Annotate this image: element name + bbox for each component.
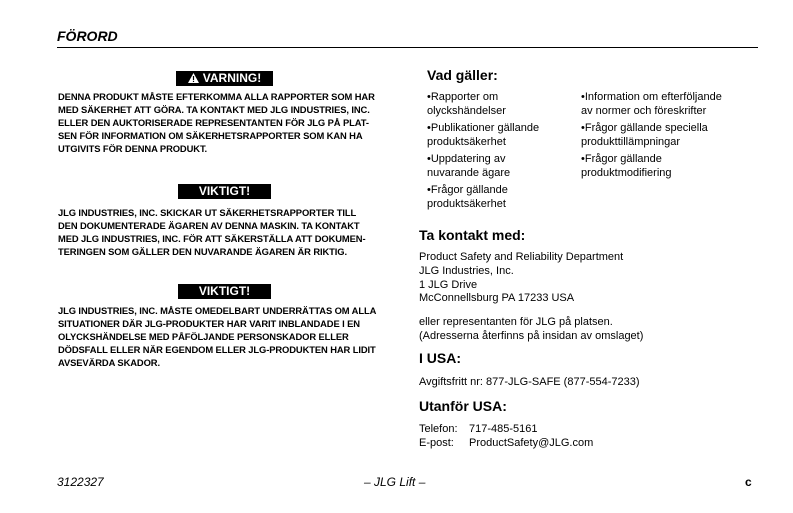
applies-item [581,122,708,150]
outside-email: ProductSafety@JLG.com [469,437,594,449]
applies-item-line: •Uppdatering av [427,153,506,165]
applies-item-line: •Publikationer gällande [427,122,540,134]
note-line: (Adresserna återfinns på insidan av omslaget) [419,329,644,342]
important-line: AVSEVÄRDA SKADOR. [58,357,160,368]
warning-line: MED SÄKERHET ATT GÖRA. TA KONTAKT MED JLG INDUSTRIES, INC. [58,104,370,115]
warning-line: SEN FÖR INFORMATION OM SÄKERHETSRAPPORTER SOM KAN HA [58,130,363,141]
applies-item-line: produktmodifiering [581,166,672,179]
footer-center: – JLG Lift – [364,475,426,489]
outside-phone: 717-485-5161 [469,423,538,435]
applies-item-line: nuvarande ägare [427,166,511,179]
usa-heading: I USA: [419,350,461,366]
outside-heading: Utanför USA: [419,398,507,414]
applies-item-line: av normer och föreskrifter [581,104,707,117]
page-number: c [745,475,752,489]
applies-item [427,122,539,150]
important-line: DÖDSFALL ELLER NÄR EGENDOM ELLER JLG-PRODUKTEN HAR LIDIT [58,344,376,355]
warning-text [58,90,375,155]
applies-item-line: •Frågor gällande speciella [581,122,708,134]
important-line: TERINGEN SOM GÄLLER DEN NUVARANDE ÄGAREN ÄR RIKTIG. [58,246,348,257]
applies-item-line: •Rapporter om [427,91,499,103]
important-line: SITUATIONER DÄR JLG-PRODUKTER HAR VARIT INBLANDADE I EN [58,318,360,329]
applies-item [581,153,672,181]
applies-heading: Vad gäller: [427,67,498,83]
address-line: McConnellsburg PA 17233 USA [419,292,575,305]
warning-line: DENNA PRODUKT MÅSTE EFTERKOMMA ALLA RAPPORTER SOM HAR [58,91,375,102]
applies-item [427,153,510,181]
applies-item-line: •Frågor gällande [427,184,508,196]
important-label: VIKTIGT! [178,284,271,299]
important-line: DEN DOKUMENTERADE ÄGAREN AV DENNA MASKIN. TA KONTAKT [58,220,360,231]
contact-heading: Ta kontakt med: [419,227,526,243]
warning-line: UTGIVITS FÖR DENNA PRODUKT. [58,143,208,154]
doc-number: 3122327 [57,475,104,489]
applies-item-line: produktsäkerhet [427,135,506,148]
applies-item-line: •Frågor gällande [581,153,662,165]
outside-email-label: E-post: [419,437,454,449]
usa-phone: Avgiftsfritt nr: 877-JLG-SAFE (877-554-7233) [419,376,640,388]
address-line: Product Safety and Reliability Department [419,251,624,263]
applies-item-line: olyckshändelser [427,104,506,117]
note-line: eller representanten för JLG på platsen. [419,316,613,328]
address-line: JLG Industries, Inc. [419,264,514,277]
applies-item [581,91,722,119]
applies-item [427,184,508,212]
contact-address [419,251,623,306]
important-label: VIKTIGT! [178,184,271,199]
important-line: JLG INDUSTRIES, INC. SKICKAR UT SÄKERHETSRAPPORTER TILL [58,207,357,218]
warning-triangle-icon [188,73,199,83]
outside-phone-label: Telefon: [419,423,458,435]
applies-item-line: produkttillämpningar [581,135,681,148]
important-line: MED JLG INDUSTRIES, INC. FÖR ATT SÄKERSTÄLLA ATT DOKUMEN- [58,233,366,244]
contact-note [419,316,643,344]
important-line: JLG INDUSTRIES, INC. MÅSTE OMEDELBART UNDERRÄTTAS OM ALLA [58,305,377,316]
warning-line: ELLER DEN AUKTORISERADE REPRESENTANTEN FÖR JLG PÅ PLAT- [58,117,369,128]
header-divider [57,47,758,48]
warning-label [176,71,273,86]
important-line: OLYCKSHÄNDELSE MED PÅFÖLJANDE PERSONSKADOR ELLER [58,331,349,342]
important-text-2 [58,304,376,369]
applies-item-line: •Information om efterföljande [581,91,722,103]
applies-item-line: produktsäkerhet [427,197,506,210]
address-line: 1 JLG Drive [419,278,478,291]
important-text-1 [58,206,365,258]
applies-item [427,91,506,119]
page-title: FÖRORD [57,28,118,44]
warning-label-text: VARNING! [202,71,262,85]
